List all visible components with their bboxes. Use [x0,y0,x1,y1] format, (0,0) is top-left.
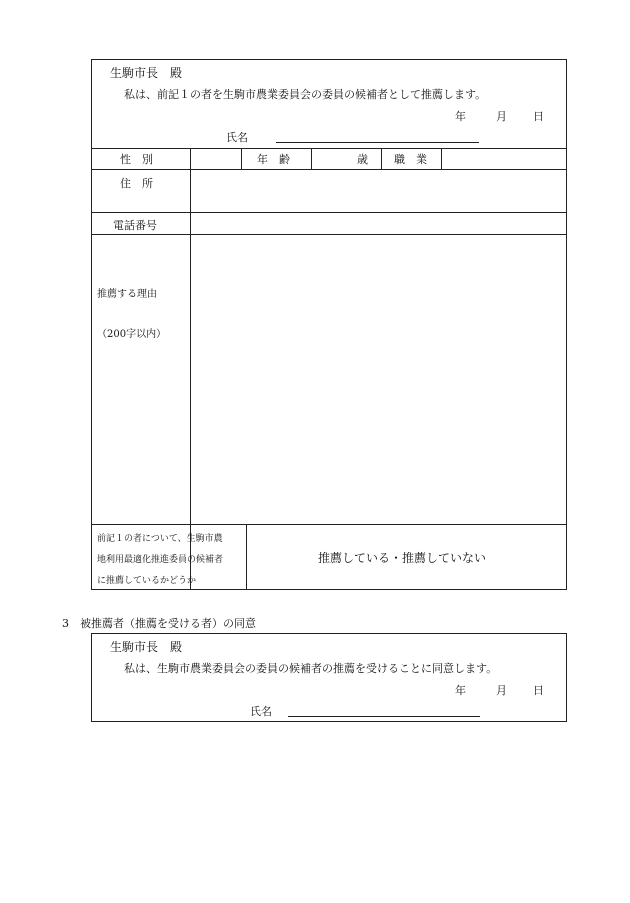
divider [381,148,382,169]
consent-addressee: 生駒市長 殿 [110,640,183,654]
recommender-name-signature-line[interactable] [276,142,479,143]
addressee: 生駒市長 殿 [110,66,183,80]
reason-label: 推薦する理由 [97,289,157,300]
recommend-question-line-2: 地利用最適化推進委員の候補者 [97,555,224,565]
recommendation-statement: 私は、前記１の者を生駒市農業委員会の委員の候補者として推薦します。 [124,88,487,101]
divider [441,148,442,169]
divider [241,148,242,169]
divider [311,148,312,169]
recommend-question-line-1: 前記１の者について、生駒市農 [97,534,223,544]
date-month-label: 月 [496,110,507,123]
sex-label: 性 別 [120,153,153,166]
divider [91,169,567,170]
consent-date-day-label: 日 [533,684,544,697]
date-year-label: 年 [455,110,466,123]
divider [246,524,247,590]
phone-label: 電話番号 [113,219,157,232]
divider [91,234,567,235]
consent-date-year-label: 年 [455,684,466,697]
address-label: 住 所 [120,177,153,190]
age-unit: 歳 [357,153,368,166]
recommender-name-label: 氏名 [226,131,248,144]
reason-note: （200字以内） [97,329,167,340]
divider [91,524,567,525]
divider [91,148,567,149]
section3-heading: 3 被推薦者（推薦を受ける者）の同意 [62,617,256,630]
consent-date-month-label: 月 [496,684,507,697]
age-label: 年 齢 [257,153,290,166]
date-day-label: 日 [533,110,544,123]
consent-name-label: 氏名 [250,705,272,718]
occupation-label: 職 業 [394,153,427,166]
recommend-question-line-3: に推薦しているかどうか [97,576,197,586]
recommend-answer-choice[interactable]: 推薦している・推薦していない [318,551,487,565]
consent-statement: 私は、生駒市農業委員会の委員の候補者の推薦を受けることに同意します。 [124,662,498,675]
divider [91,212,567,213]
consent-name-signature-line[interactable] [288,716,480,717]
